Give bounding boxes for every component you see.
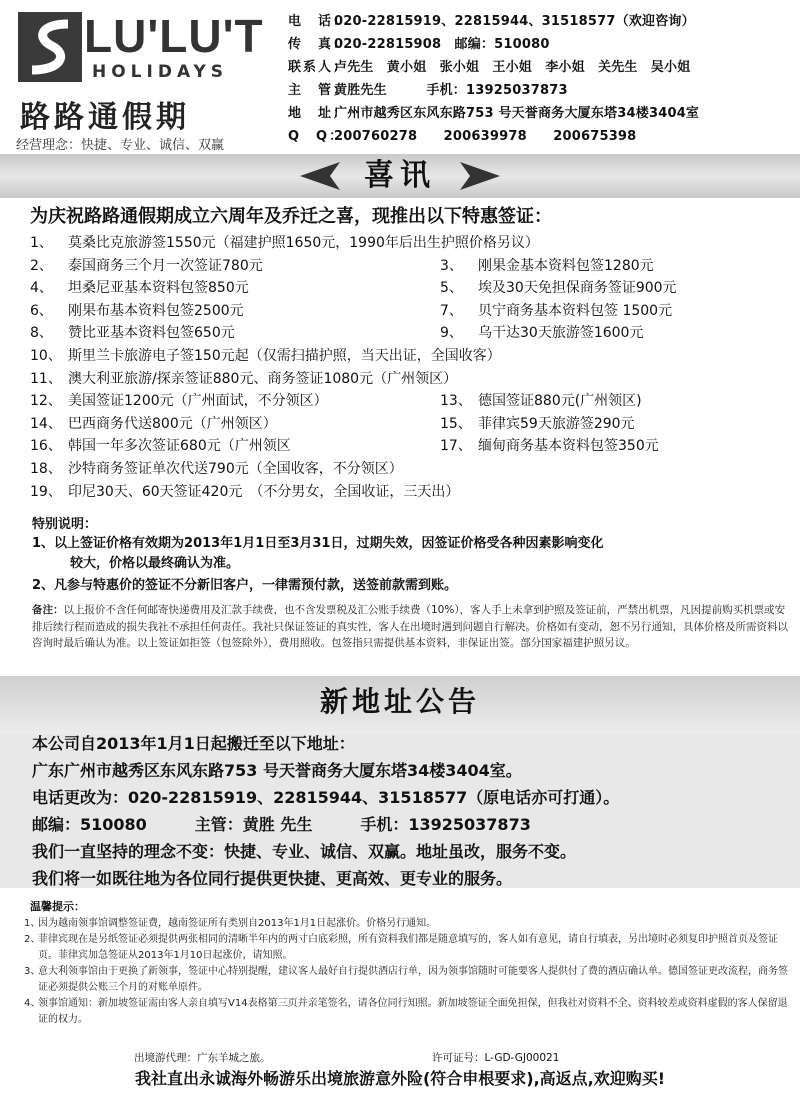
tip-number: 2、 <box>24 934 41 945</box>
address-line: 我们将一如既往地为各位同行提供更快捷、更高效、更专业的服务。 <box>32 869 513 888</box>
contact-persons: 卢先生 黄小姐 张小姐 王小姐 李小姐 关先生 吴小姐 <box>334 60 691 75</box>
motto: 经营理念：快捷、专业、诚信、双赢 <box>16 138 225 153</box>
new-address-title: 新地址公告 <box>319 685 480 718</box>
tip-text: 领事馆通知：新加坡签证需由客人亲自填写V14表格第三页并亲笔签名，请各位同行知照。新加坡签证全面免担保，但我社对资料不全、资料较差或资料虚假的客人保留退证的权力。 <box>38 998 788 1025</box>
list-item-right <box>440 435 659 458</box>
note-1: 1、以上签证价格有效期为2013年1月1日至3月31日，过期失效，因签证价格受各种因素影响变化 <box>32 536 604 551</box>
item-number: 8、 <box>30 325 53 342</box>
promo-headline: 为庆祝路路通假期成立六周年及乔迁之喜，现推出以下特惠签证： <box>30 206 552 227</box>
item-text: 美国签证1200元（广州面试，不分领区） <box>68 393 328 410</box>
item-number: 3、 <box>440 257 463 274</box>
brand-name-cn: 路路通假期 <box>20 100 190 135</box>
contact-fax: 020-22815908 邮编：510080 <box>334 37 550 52</box>
list-item-right <box>440 390 642 413</box>
item-text: 莫桑比克旅游签1550元（福建护照1650元，1990年后出生护照价格另议） <box>68 235 539 251</box>
item-text: 赞比亚基本资料包签650元 <box>68 325 235 342</box>
item-number: 10、 <box>30 347 62 364</box>
contact-row <box>288 79 796 102</box>
insurance-promo: 我社直出永诚海外畅游乐出境旅游意外险(符合申根要求),高返点,欢迎购买! <box>134 1069 666 1088</box>
disclaimer-label: 备注： <box>32 604 64 616</box>
contact-label: 地 址： <box>288 106 349 121</box>
list-item <box>30 232 790 255</box>
item-number: 1、 <box>30 235 53 251</box>
list-item-right <box>440 413 635 436</box>
list-item-left <box>30 322 235 345</box>
item-number: 4、 <box>30 280 53 297</box>
item-text: 刚果金基本资料包签1280元 <box>478 257 654 274</box>
tip-text: 菲律宾现在是另纸签证必须提供两张相同的清晰半年内的两寸白底彩照，所有资料我们都是随意填写的，客人如有意见，请自行填表，另出境时必须复印护照首页及签证页。菲律宾加急签证从2013年1月10日起涨价，请知照。 <box>38 934 778 961</box>
contact-label: 传 真： <box>288 37 349 52</box>
list-item <box>30 345 790 368</box>
item-number: 19、 <box>30 483 62 500</box>
item-text: 印尼30天、60天签证420元 （不分男女，全国收证，三天出） <box>68 483 460 500</box>
list-item-pair <box>30 435 790 458</box>
address-line: 邮编：510080 主管：黄胜 先生 手机：13925037873 <box>32 815 531 834</box>
tip-item <box>24 916 794 932</box>
list-item-pair <box>30 277 790 300</box>
list-item-left <box>30 390 328 413</box>
note-2: 2、凡参与特惠价的签证不分新旧客户，一律需预付款，送签前款需到账。 <box>32 578 458 593</box>
item-text: 斯里兰卡旅游电子签150元起（仅需扫描护照，当天出证，全国收客） <box>68 347 501 364</box>
contact-qq: 200760278 200639978 200675398 <box>334 129 637 144</box>
logo <box>8 8 278 153</box>
item-number: 5、 <box>440 280 463 297</box>
list-item-pair <box>30 322 790 345</box>
brand-name-en: LU'LU'T <box>84 10 264 62</box>
item-text: 乌干达30天旅游签1600元 <box>478 325 644 342</box>
visa-list <box>30 232 790 503</box>
lulut-logo-mark-icon <box>18 12 82 82</box>
list-item-right <box>440 255 654 278</box>
license-number: 许可证号：L-GD-GJ00021 <box>432 1052 560 1064</box>
list-item-left <box>30 255 263 278</box>
item-text: 德国签证880元(广州领区) <box>478 393 642 410</box>
list-item-right <box>440 300 672 323</box>
item-number: 14、 <box>30 415 62 432</box>
note-1-cont: 较大，价格以最终确认为准。 <box>70 556 240 571</box>
list-item-right <box>440 322 643 345</box>
item-text: 韩国一年多次签证680元（广州领区 <box>68 438 291 455</box>
item-text: 贝宁商务基本资料包签 1500元 <box>478 302 673 319</box>
item-text: 缅甸商务基本资料包签350元 <box>478 438 659 455</box>
item-text: 澳大利亚旅游/探亲签证880元、商务签证1080元（广州领区） <box>68 370 458 387</box>
list-item <box>30 458 790 481</box>
tip-text: 因为越南领事馆调整签证费，越南签证所有类别自2013年1月1日起涨价。价格另行通知。 <box>38 918 437 929</box>
item-number: 6、 <box>30 302 53 319</box>
address-line: 广东广州市越秀区东风东路753 号天誉商务大厦东塔34楼3404室。 <box>32 761 522 780</box>
tip-text: 意大利领事馆由于更换了新领事，签证中心特别提醒，建议客人最好自行提供酒店行单，因为领事馆随时可能要客人提供付了费的酒店确认单。德国签证更改流程，商务签证必须提供公账三个月的对账单原件。 <box>38 966 788 993</box>
item-text: 沙特商务签证单次代送790元（全国收客，不分领区） <box>68 460 403 477</box>
item-number: 17、 <box>440 438 472 455</box>
list-item <box>30 368 790 391</box>
contact-manager: 黄胜先生 手机：13925037873 <box>334 83 568 98</box>
contact-row <box>288 125 796 148</box>
new-address-section <box>0 676 800 888</box>
brand-sub-en: HOLIDAYS <box>92 62 229 82</box>
item-number: 16、 <box>30 438 62 455</box>
tip-item <box>24 932 794 964</box>
item-text: 刚果布基本资料包签2500元 <box>68 302 244 319</box>
item-number: 2、 <box>30 257 53 274</box>
contact-phone: 020-22815919、22815944、31518577（欢迎咨询） <box>334 14 695 29</box>
item-number: 18、 <box>30 460 62 477</box>
list-item-pair <box>30 255 790 278</box>
banner-title: 喜讯 <box>364 158 436 193</box>
contact-row <box>288 33 796 56</box>
item-number: 9、 <box>440 325 463 342</box>
tip-number: 4、 <box>24 998 41 1009</box>
list-item <box>30 481 790 504</box>
list-item-left <box>30 413 277 436</box>
tip-item <box>24 964 794 996</box>
list-item-left <box>30 277 249 300</box>
header <box>0 0 800 152</box>
disclaimer <box>32 602 788 652</box>
address-line: 本公司自2013年1月1日起搬迁至以下地址： <box>32 734 355 753</box>
item-number: 7、 <box>440 302 463 319</box>
tips-list <box>24 916 794 1028</box>
banner-good-news <box>0 154 800 198</box>
item-text: 泰国商务三个月一次签证780元 <box>68 257 263 274</box>
contact-address: 广州市越秀区东风东路753 号天誉商务大厦东塔34楼3404室 <box>334 106 700 121</box>
contact-row <box>288 10 796 33</box>
tip-item <box>24 996 794 1028</box>
list-item-left <box>30 435 291 458</box>
list-item-pair <box>30 300 790 323</box>
agent-info: 出境游代理：广东羊城之旅。 <box>134 1052 271 1064</box>
contact-label: Q Q： <box>288 129 345 144</box>
item-text: 坦桑尼亚基本资料包签850元 <box>68 280 249 297</box>
item-number: 11、 <box>30 370 62 387</box>
contact-label: 电 话： <box>288 14 349 29</box>
tip-number: 3、 <box>24 966 41 977</box>
item-text: 巴西商务代送800元（广州领区） <box>68 415 277 432</box>
list-item-pair <box>30 413 790 436</box>
contact-label: 主 管： <box>288 83 349 98</box>
item-text: 菲律宾59天旅游签290元 <box>478 415 635 432</box>
address-line: 电话更改为：020-22815919、22815944、31518577（原电话亦可打通）。 <box>32 788 620 807</box>
contact-row <box>288 56 796 79</box>
list-item-right <box>440 277 677 300</box>
notes-title: 特别说明： <box>32 517 98 532</box>
contact-label: 联系人： <box>288 60 349 75</box>
list-item-left <box>30 300 244 323</box>
list-item-pair <box>30 390 790 413</box>
item-number: 15、 <box>440 415 472 432</box>
item-number: 12、 <box>30 393 62 410</box>
tips-title: 温馨提示： <box>30 900 85 913</box>
disclaimer-text: 以上报价不含任何邮寄快递费用及汇款手续费，也不含发票税及汇公账手续费（10%），客人手上未拿到护照及签证前，严禁出机票，凡因提前购买机票或安排后续行程而造成的损失我社不承担任何责任。我社只保证签证的真实性，客人在出境时遇到问题自行解决。价格如有变动，恕不另行通知，具体价格及所需资料以咨询时最后确认为准。以上签证如拒签（包签除外），费用照收。包签指只需提供基本资料，非保证出签。部分国家福建护照另议。 <box>32 604 788 649</box>
contact-block <box>288 10 796 148</box>
address-line: 我们一直坚持的理念不变：快捷、专业、诚信、双赢。地址虽改，服务不变。 <box>32 842 577 861</box>
contact-row <box>288 102 796 125</box>
item-number: 13、 <box>440 393 472 410</box>
tip-number: 1、 <box>24 918 41 929</box>
item-text: 埃及30天免担保商务签证900元 <box>478 280 677 297</box>
